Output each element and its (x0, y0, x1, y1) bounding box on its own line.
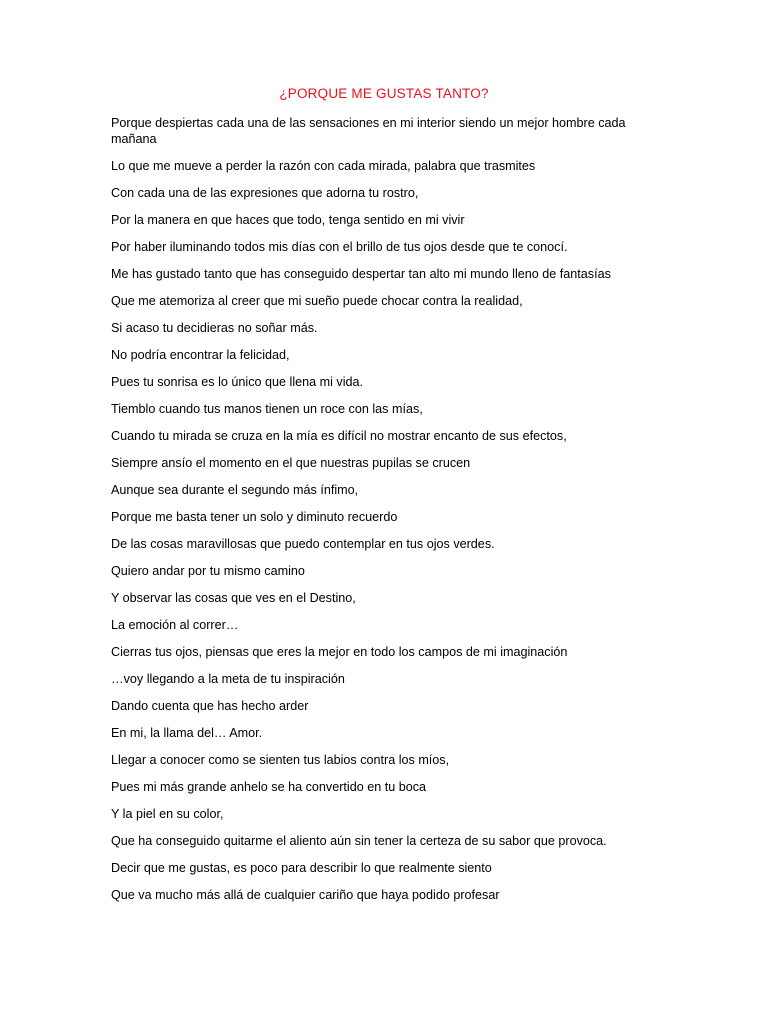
poem-line: Me has gustado tanto que has conseguido despertar tan alto mi mundo lleno de fantasías (111, 267, 611, 281)
poem-line: En mi, la llama del… Amor. (111, 726, 263, 740)
poem-line: Aunque sea durante el segundo más ínfimo, (111, 483, 359, 497)
poem-line: Que me atemoriza al creer que mi sueño puede chocar contra la realidad, (111, 294, 523, 308)
poem-line: Tiemblo cuando tus manos tienen un roce con las mías, (111, 402, 423, 416)
poem-line: Con cada una de las expresiones que adorna tu rostro, (111, 186, 419, 200)
poem-title: ¿PORQUE ME GUSTAS TANTO? (279, 86, 489, 101)
poem-line: Cuando tu mirada se cruza en la mía es difícil no mostrar encanto de sus efectos, (111, 429, 567, 443)
poem-line: Y la piel en su color, (111, 807, 224, 821)
poem-line: Quiero andar por tu mismo camino (111, 564, 305, 578)
poem-line: La emoción al correr… (111, 618, 239, 632)
poem-line: Siempre ansío el momento en el que nuestras pupilas se crucen (111, 456, 471, 470)
poem-line: Pues mi más grande anhelo se ha convertido en tu boca (111, 780, 427, 794)
poem-line: Por haber iluminando todos mis días con el brillo de tus ojos desde que te conocí. (111, 240, 568, 254)
poem-line: Por la manera en que haces que todo, tenga sentido en mi vivir (111, 213, 465, 227)
poem-line: Que va mucho más allá de cualquier cariño que haya podido profesar (111, 888, 500, 902)
poem-line: Cierras tus ojos, piensas que eres la mejor en todo los campos de mi imaginación (111, 645, 568, 659)
poem-line: Dando cuenta que has hecho arder (111, 699, 309, 713)
poem-line: Porque me basta tener un solo y diminuto recuerdo (111, 510, 398, 524)
poem-line: No podría encontrar la felicidad, (111, 348, 290, 362)
poem-line: Pues tu sonrisa es lo único que llena mi vida. (111, 375, 364, 389)
poem-line: Y observar las cosas que ves en el Destino, (111, 591, 356, 605)
poem-line: Porque despiertas cada una de las sensaciones en mi interior siendo un mejor hombre cada mañana (111, 116, 626, 146)
poem-line: Que ha conseguido quitarme el aliento aún sin tener la certeza de su sabor que provoca. (111, 834, 607, 848)
poem-line: …voy llegando a la meta de tu inspiración (111, 672, 345, 686)
poem-body (111, 115, 671, 914)
poem-line: Si acaso tu decidieras no soñar más. (111, 321, 318, 335)
poem-line: Llegar a conocer como se sienten tus labios contra los míos, (111, 753, 450, 767)
poem-line: Lo que me mueve a perder la razón con cada mirada, palabra que trasmites (111, 159, 536, 173)
poem-line: Decir que me gustas, es poco para describir lo que realmente siento (111, 861, 492, 875)
poem-line: De las cosas maravillosas que puedo contemplar en tus ojos verdes. (111, 537, 495, 551)
